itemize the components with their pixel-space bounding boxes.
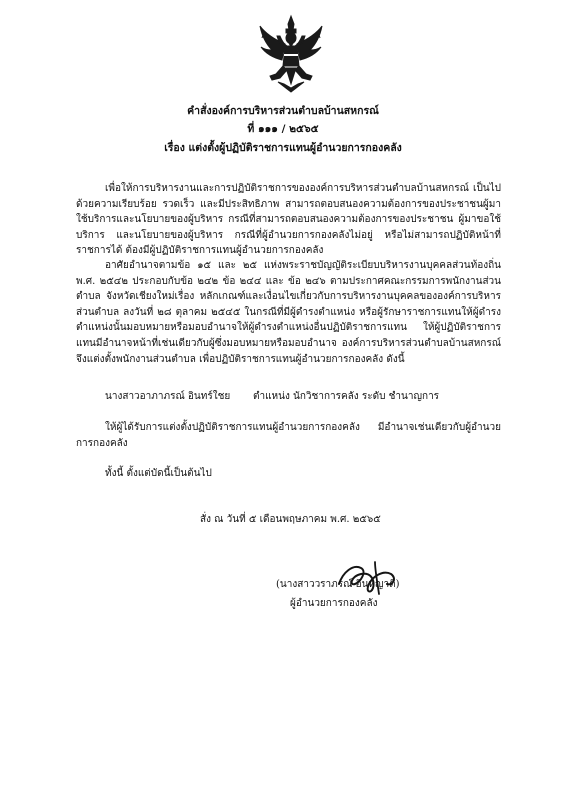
order-number: ที่ ๑๑๑ / ๒๕๖๕ xyxy=(247,123,319,135)
appointee-name: นางสาวอาภาภรณ์ อินทร์ใชย xyxy=(105,391,231,402)
order-title: คำสั่งองค์การบริหารส่วนตำบลบ้านสหกรณ์ xyxy=(187,105,379,117)
signatory-title: ผู้อำนวยการกองคลัง xyxy=(290,598,378,609)
effective-statement: ทั้งนี้ ตั้งแต่บัดนี้เป็นต้นไป xyxy=(105,468,212,479)
garuda-emblem-icon xyxy=(258,14,324,94)
paragraph-assignment: ให้ผู้ได้รับการแต่งตั้งปฏิบัติราชการแทนผู้อำนวยการกองคลัง มีอำนาจเช่นเดียวกับผู้อำนวยการกองคลัง xyxy=(76,422,501,449)
order-subject: เรื่อง แต่งตั้งผู้ปฏิบัติราชการแทนผู้อำนวยการกองคลัง xyxy=(164,142,402,154)
appointee-position: ตำแหน่ง นักวิชาการคลัง ระดับ ชำนาญการ xyxy=(253,391,440,402)
paragraph-purpose: เพื่อให้การบริหารงานและการปฏิบัติราชการขององค์การบริหารส่วนตำบลบ้านสหกรณ์ เป็นไปด้วยความเรียบร้อย รวดเร็ว และมีประสิทธิภาพ สามารถตอบสนองความต้องการของประชาชนผู้มาใช้บริการและนโยบายของผู้บริหาร กรณีที่สามารถตอบสนองความต้องการของประชาชน ผู้มาขอใช้บริการ และนโยบายของผู้บริหาร กรณีที่ผู้อำนวยการกองคลังไม่อยู่ หรือไม่สามารถปฏิบัติหน้าที่ราชการได้ ต้องมีผู้ปฏิบัติราชการแทนผู้อำนวยการกองคลัง xyxy=(76,183,501,257)
signatory-name: (นางสาววราภรณ์ อินหญาติ) xyxy=(276,579,400,590)
paragraph-authority: อาศัยอำนาจตามข้อ ๑๕ และ ๒๕ แห่งพระราชบัญญัติระเบียบบริหารงานบุคคลส่วนท้องถิ่น พ.ศ. ๒๕๔๒ ประกอบกับข้อ ๒๔๒ ข้อ ๒๔๔ และ ข้อ ๒๔๖ ตามประกาศคณะกรรมการพนักงานส่วนตำบล จังหวัดเชียงใหม่เรื่อง หลักเกณฑ์และเงื่อนไขเกี่ยวกับการบริหารงานบุคคลขององค์การบริหารส่วนตำบล ลงวันที่ ๒๘ ตุลาคม ๒๕๔๕ ในกรณีที่มีผู้ดำรงตำแหน่ง หรือผู้รักษาราชการแทนให้ผู้ดำรงตำแหน่งนั้นมอบหมายหรือมอบอำนาจให้ผู้ดำรงตำแหน่งอื่นปฏิบัติราชการแทน ให้ผู้ปฏิบัติราชการแทนมีอำนาจหน้าที่เช่นเดียวกับผู้ซึ่งมอบหมายหรือมอบอำนาจ องค์การบริหารส่วนตำบลบ้านสหกรณ์ จึงแต่งตั้งพนักงานส่วนตำบล เพื่อปฏิบัติราชการแทนผู้อำนวยการกองคลัง ดังนี้ xyxy=(76,260,501,365)
order-date: สั่ง ณ วันที่ ๕ เดือนพฤษภาคม พ.ศ. ๒๕๖๕ xyxy=(200,514,381,525)
